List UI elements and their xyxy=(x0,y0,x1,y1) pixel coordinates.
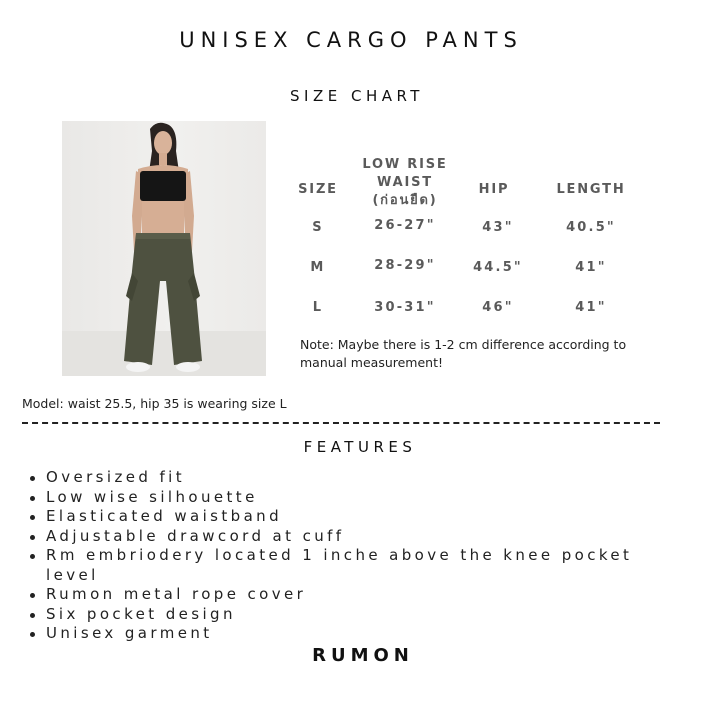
cell-length: 41" xyxy=(575,260,607,275)
cell-hip: 44.5" xyxy=(473,260,523,275)
feature-item: Adjustable drawcord at cuff xyxy=(28,527,678,547)
features-list xyxy=(28,468,678,644)
header-waist-line1: LOW RISE xyxy=(362,157,448,172)
feature-item: Unisex garment xyxy=(28,624,678,644)
cell-size: L xyxy=(312,300,324,315)
cell-waist: 26-27" xyxy=(374,218,436,233)
model-photo xyxy=(62,121,266,376)
model-info: Model: waist 25.5, hip 35 is wearing size L xyxy=(22,396,287,411)
header-hip: HIP xyxy=(478,182,510,197)
features-heading: FEATURES xyxy=(303,438,417,456)
header-waist-line2: WAIST xyxy=(377,175,433,190)
cell-hip: 43" xyxy=(482,220,514,235)
feature-item: Six pocket design xyxy=(28,605,678,625)
size-chart-heading: SIZE CHART xyxy=(290,87,424,105)
measurement-note: Note: Maybe there is 1-2 cm difference according to manual measurement! xyxy=(300,337,627,370)
feature-item: Elasticated waistband xyxy=(28,507,678,527)
header-size: SIZE xyxy=(298,182,338,197)
header-waist-line3: (ก่อนยืด) xyxy=(372,193,438,208)
cell-size: M xyxy=(310,260,326,275)
model-illustration xyxy=(62,121,266,376)
cell-waist: 28-29" xyxy=(374,258,436,273)
brand-name: RUMON xyxy=(312,645,414,666)
feature-item: Rm embriodery located 1 inche above the knee pocket level xyxy=(28,546,678,585)
header-waist xyxy=(350,156,460,210)
cell-length: 41" xyxy=(575,300,607,315)
feature-item: Oversized fit xyxy=(28,468,678,488)
header-length: LENGTH xyxy=(556,182,626,197)
cell-hip: 46" xyxy=(482,300,514,315)
feature-item: Rumon metal rope cover xyxy=(28,585,678,605)
page-title: UNISEX CARGO PANTS xyxy=(179,28,523,52)
dashed-divider xyxy=(22,422,660,424)
cell-waist: 30-31" xyxy=(374,300,436,315)
cell-length: 40.5" xyxy=(566,220,616,235)
cell-size: S xyxy=(312,220,324,235)
feature-item: Low wise silhouette xyxy=(28,488,678,508)
